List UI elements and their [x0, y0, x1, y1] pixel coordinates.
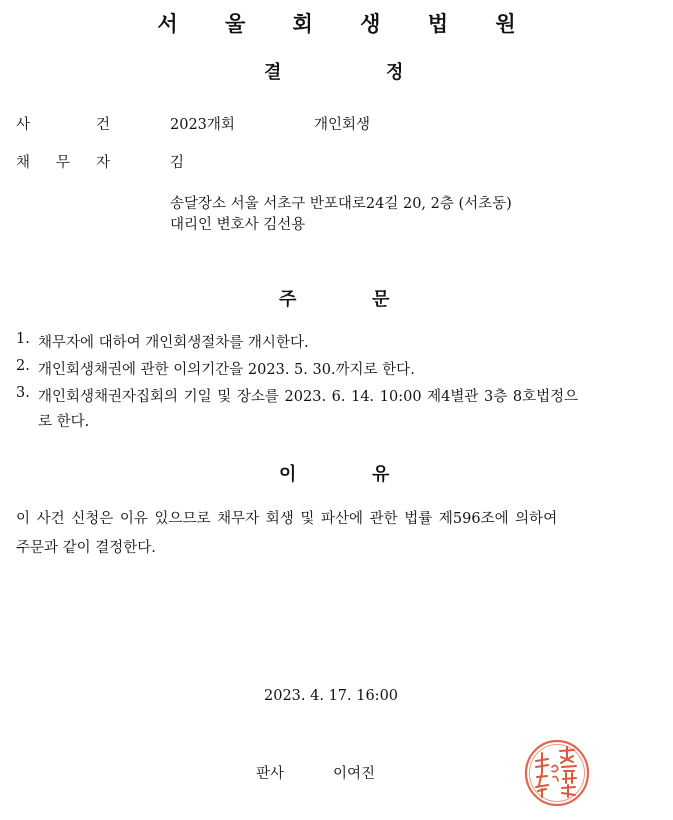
reason-heading-left: 이	[279, 464, 297, 485]
order-item-text: 개인회생채권에 관한 이의기간을 2023. 5. 30.까지로 한다.	[38, 362, 415, 378]
order-item-number: 2.	[16, 358, 30, 374]
case-label-char-1: 사	[16, 117, 31, 133]
debtor-agent: 대리인 변호사 김선용	[170, 217, 306, 233]
debtor-label-char-1: 채	[16, 155, 31, 171]
court-name: 서 울 회 생 법 원	[157, 12, 536, 36]
order-item-text: 개인회생채권자집회의 기일 및 장소를 2023. 6. 14. 10:00 제4별관 3층 8호법정으	[38, 389, 579, 405]
case-label-char-2: 건	[96, 117, 111, 133]
debtor-label-char-3: 자	[96, 155, 111, 171]
doc-title-right: 정	[386, 62, 404, 83]
doc-title-left: 결	[264, 62, 282, 83]
order-heading-left: 주	[279, 289, 297, 310]
debtor-name: 김	[170, 155, 185, 171]
order-item-number: 1.	[16, 331, 30, 347]
reason-heading-right: 유	[372, 464, 390, 485]
reason-text-line-2: 주문과 같이 결정한다.	[16, 540, 156, 556]
decision-date: 2023. 4. 17. 16:00	[264, 688, 399, 704]
debtor-service-address: 송달장소 서울 서초구 반포대로24길 20, 2층 (서초동)	[170, 196, 512, 212]
case-name: 개인회생	[314, 117, 371, 133]
order-item-number: 3.	[16, 385, 30, 401]
judge-label: 판사	[256, 766, 285, 782]
judge-seal-stamp	[522, 737, 592, 809]
judge-name: 이여진	[333, 766, 376, 782]
case-number: 2023개회	[170, 117, 235, 133]
order-heading-right: 문	[372, 289, 390, 310]
order-item-text-continued: 로 한다.	[38, 414, 90, 430]
reason-text-line-1: 이 사건 신청은 이유 있으므로 채무자 회생 및 파산에 관한 법률 제596조에 의하여	[16, 511, 558, 527]
order-item-text: 채무자에 대하여 개인회생절차를 개시한다.	[38, 335, 309, 351]
debtor-label-char-2: 무	[56, 155, 71, 171]
